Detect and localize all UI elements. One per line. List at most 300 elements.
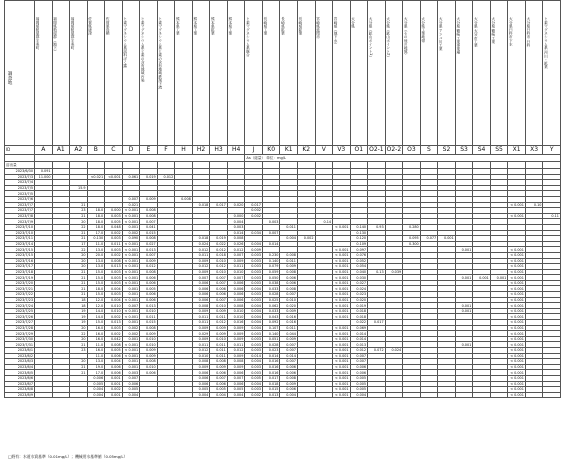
value-cell[interactable]: 0.002 (245, 213, 263, 219)
value-cell[interactable]: 21 (70, 275, 88, 281)
value-cell[interactable]: 0.004 (245, 286, 263, 292)
value-cell[interactable]: 21 (70, 342, 88, 348)
value-cell[interactable]: 15.0 (87, 275, 105, 281)
value-cell[interactable]: < 0.001 (122, 252, 140, 258)
value-cell[interactable]: 0.008 (140, 325, 158, 331)
value-cell[interactable]: 11.0 (87, 241, 105, 247)
value-cell[interactable]: 13.0 (87, 247, 105, 253)
value-cell[interactable]: 0.022 (350, 320, 368, 326)
value-cell[interactable]: 0.020 (280, 303, 298, 309)
value-cell[interactable]: 0.018 (262, 381, 280, 387)
date-cell[interactable]: 2023/7/7 (5, 202, 35, 208)
value-cell[interactable]: 0.001 (490, 275, 508, 281)
value-cell[interactable]: 0.018 (350, 308, 368, 314)
value-cell[interactable]: 20 (70, 325, 88, 331)
value-cell[interactable]: 0.011 (280, 258, 298, 264)
value-cell[interactable]: 0.93 (368, 224, 386, 230)
value-cell[interactable] (490, 392, 508, 398)
value-cell[interactable]: 18.0 (87, 208, 105, 214)
value-cell[interactable]: 0.001 (122, 320, 140, 326)
value-cell[interactable]: 12.0 (87, 297, 105, 303)
date-cell[interactable]: 2023/7/9 (5, 219, 35, 225)
date-cell[interactable]: 2023/7/24 (5, 303, 35, 309)
value-cell[interactable]: < 0.001 (508, 331, 526, 337)
value-cell[interactable]: 20 (70, 264, 88, 270)
value-cell[interactable]: 0.005 (105, 219, 123, 225)
value-cell[interactable]: 0.009 (192, 325, 210, 331)
date-cell[interactable]: 2023/7/28 (5, 325, 35, 331)
value-cell[interactable]: 16.0 (87, 348, 105, 354)
value-cell[interactable]: 0.001 (122, 359, 140, 365)
value-cell[interactable]: 0.009 (192, 269, 210, 275)
value-cell[interactable]: 0.008 (280, 252, 298, 258)
date-cell[interactable]: 2023/8/5 (5, 370, 35, 376)
value-cell[interactable]: < 0.001 (122, 264, 140, 270)
value-cell[interactable]: 0.001 (438, 236, 456, 242)
value-cell[interactable]: < 0.001 (508, 258, 526, 264)
value-cell[interactable]: 0.003 (245, 275, 263, 281)
value-cell[interactable]: 0.003 (227, 224, 245, 230)
value-cell[interactable]: 0.019 (140, 174, 158, 180)
value-cell[interactable]: 0.004 (105, 286, 123, 292)
value-cell[interactable]: 0.018 (192, 236, 210, 242)
value-cell[interactable]: 0.010 (227, 308, 245, 314)
value-cell[interactable]: 0.006 (280, 280, 298, 286)
value-cell[interactable]: 0.006 (280, 370, 298, 376)
value-cell[interactable]: 0.009 (192, 258, 210, 264)
value-cell[interactable]: 0.011 (210, 342, 228, 348)
value-cell[interactable]: 0.009 (140, 258, 158, 264)
value-cell[interactable]: < 0.001 (333, 258, 351, 264)
value-cell[interactable] (385, 392, 403, 398)
value-cell[interactable]: 0.006 (280, 364, 298, 370)
value-cell[interactable]: 0.003 (245, 336, 263, 342)
value-cell[interactable]: 0.041 (140, 224, 158, 230)
value-cell[interactable]: 0.008 (280, 286, 298, 292)
value-cell[interactable]: 0.013 (350, 342, 368, 348)
value-cell[interactable]: 0.012 (210, 264, 228, 270)
value-cell[interactable]: 16.0 (87, 325, 105, 331)
value-cell[interactable]: 0.010 (105, 303, 123, 309)
value-cell[interactable]: 0.002 (245, 392, 263, 398)
value-cell[interactable]: <0.001 (105, 174, 123, 180)
value-cell[interactable]: 0.109 (350, 241, 368, 247)
value-cell[interactable]: 0.007 (280, 359, 298, 365)
value-cell[interactable]: 0.019 (210, 236, 228, 242)
value-cell[interactable]: 21 (70, 370, 88, 376)
value-cell[interactable]: 0.012 (192, 247, 210, 253)
value-cell[interactable] (35, 392, 53, 398)
date-cell[interactable]: 2023/7/11 (5, 236, 35, 242)
value-cell[interactable]: 0.008 (192, 303, 210, 309)
value-cell[interactable]: 11.000 (35, 174, 53, 180)
value-cell[interactable]: 0.007 (140, 219, 158, 225)
value-cell[interactable]: < 0.001 (508, 381, 526, 387)
value-cell[interactable]: 19 (70, 320, 88, 326)
value-cell[interactable]: 0.004 (105, 359, 123, 365)
value-cell[interactable]: 0.004 (245, 381, 263, 387)
value-cell[interactable]: 0.009 (140, 353, 158, 359)
value-cell[interactable]: 0.002 (105, 331, 123, 337)
value-cell[interactable]: 0.004 (227, 392, 245, 398)
value-cell[interactable]: < 0.001 (333, 364, 351, 370)
date-cell[interactable]: 2023/7/22 (5, 292, 35, 298)
value-cell[interactable]: < 0.001 (122, 269, 140, 275)
value-cell[interactable]: 0.008 (280, 375, 298, 381)
value-cell[interactable]: 0.013 (140, 303, 158, 309)
value-cell[interactable]: 15.0 (87, 292, 105, 298)
value-cell[interactable]: < 0.001 (333, 370, 351, 376)
value-cell[interactable]: 0.077 (420, 236, 438, 242)
value-cell[interactable]: 0.010 (140, 308, 158, 314)
value-cell[interactable]: 0.039 (385, 269, 403, 275)
value-cell[interactable]: 0.029 (192, 331, 210, 337)
value-cell[interactable]: 0.011 (192, 252, 210, 258)
date-cell[interactable]: 2023/8/2 (5, 353, 35, 359)
value-cell[interactable]: 0.024 (385, 348, 403, 354)
value-cell[interactable]: 0.004 (122, 392, 140, 398)
value-cell[interactable]: 0.024 (350, 286, 368, 292)
value-cell[interactable]: 0.003 (245, 269, 263, 275)
value-cell[interactable]: 0.009 (210, 331, 228, 337)
value-cell[interactable]: 0.002 (122, 331, 140, 337)
value-cell[interactable]: 20 (70, 359, 88, 365)
value-cell[interactable]: 0.062 (262, 303, 280, 309)
value-cell[interactable]: 0.006 (192, 370, 210, 376)
value-cell[interactable]: 0.017 (245, 202, 263, 208)
value-cell[interactable]: 0.034 (245, 230, 263, 236)
value-cell[interactable]: 15.0 (87, 280, 105, 286)
date-cell[interactable]: 2023/7/10 (5, 224, 35, 230)
value-cell[interactable]: 0.014 (280, 353, 298, 359)
value-cell[interactable]: 0.006 (105, 370, 123, 376)
value-cell[interactable]: 21 (70, 236, 88, 242)
value-cell[interactable]: 0.005 (140, 286, 158, 292)
date-cell[interactable]: 2023/7/15 (5, 252, 35, 258)
value-cell[interactable]: 21 (70, 230, 88, 236)
value-cell[interactable]: < 0.001 (122, 208, 140, 214)
value-cell[interactable] (297, 392, 315, 398)
value-cell[interactable]: < 0.001 (333, 247, 351, 253)
value-cell[interactable]: 0.012 (210, 247, 228, 253)
value-cell[interactable]: 13.0 (87, 359, 105, 365)
value-cell[interactable]: 0.040 (350, 269, 368, 275)
value-cell[interactable]: 0.025 (262, 297, 280, 303)
value-cell[interactable]: 0.010 (140, 342, 158, 348)
value-cell[interactable]: < 0.001 (333, 224, 351, 230)
value-cell[interactable]: 0.004 (245, 320, 263, 326)
value-cell[interactable]: 0.003 (245, 252, 263, 258)
value-cell[interactable]: 0.016 (262, 370, 280, 376)
value-cell[interactable]: 0.042 (105, 336, 123, 342)
value-cell[interactable]: 0.008 (140, 269, 158, 275)
value-cell[interactable]: 19 (70, 308, 88, 314)
value-cell[interactable]: 0.013 (262, 392, 280, 398)
value-cell[interactable]: 0.010 (105, 308, 123, 314)
value-cell[interactable]: 15.0 (87, 320, 105, 326)
value-cell[interactable]: 0.015 (262, 387, 280, 393)
value-cell[interactable]: < 0.001 (508, 387, 526, 393)
value-cell[interactable]: < 0.001 (122, 247, 140, 253)
date-cell[interactable]: 2023/7/17 (5, 264, 35, 270)
value-cell[interactable]: 0.13 (368, 269, 386, 275)
value-cell[interactable]: < 0.001 (122, 280, 140, 286)
value-cell[interactable]: 0.051 (262, 336, 280, 342)
value-cell[interactable] (473, 392, 491, 398)
value-cell[interactable]: 13.0 (87, 258, 105, 264)
value-cell[interactable]: 0.008 (140, 208, 158, 214)
value-cell[interactable]: 0.009 (280, 336, 298, 342)
value-cell[interactable]: 0.003 (105, 269, 123, 275)
value-cell[interactable]: 0.001 (105, 392, 123, 398)
value-cell[interactable]: 0.020 (350, 297, 368, 303)
value-cell[interactable]: 0.012 (157, 174, 175, 180)
value-cell[interactable]: 0.001 (455, 308, 473, 314)
value-cell[interactable]: 0.007 (210, 280, 228, 286)
value-cell[interactable]: 18.0 (87, 219, 105, 225)
value-cell[interactable] (315, 392, 333, 398)
value-cell[interactable]: 0.003 (245, 292, 263, 298)
value-cell[interactable]: 0.107 (262, 325, 280, 331)
value-cell[interactable]: < 0.001 (508, 320, 526, 326)
value-cell[interactable]: 0.007 (140, 252, 158, 258)
value-cell[interactable]: 0.011 (210, 353, 228, 359)
value-cell[interactable] (70, 392, 88, 398)
value-cell[interactable]: 0.006 (87, 375, 105, 381)
value-cell[interactable]: 0.002 (105, 387, 123, 393)
value-cell[interactable]: 0.008 (140, 236, 158, 242)
value-cell[interactable]: 0.009 (140, 348, 158, 354)
value-cell[interactable]: 0.003 (122, 370, 140, 376)
value-cell[interactable]: < 0.001 (122, 275, 140, 281)
value-cell[interactable]: < 0.001 (333, 342, 351, 348)
value-cell[interactable]: 0.010 (210, 258, 228, 264)
value-cell[interactable]: 0.009 (280, 381, 298, 387)
value-cell[interactable]: < 0.001 (508, 280, 526, 286)
value-cell[interactable]: 0.072 (368, 348, 386, 354)
value-cell[interactable]: 0.001 (455, 303, 473, 309)
value-cell[interactable]: 15.9 (70, 185, 88, 191)
value-cell[interactable]: 0.004 (227, 219, 245, 225)
value-cell[interactable]: 0.003 (105, 275, 123, 281)
value-cell[interactable]: 0.008 (105, 258, 123, 264)
value-cell[interactable]: 0.002 (297, 236, 315, 242)
value-cell[interactable]: 0.017 (210, 202, 228, 208)
value-cell[interactable]: < 0.001 (508, 275, 526, 281)
value-cell[interactable]: 0.007 (350, 353, 368, 359)
value-cell[interactable]: 0.011 (192, 314, 210, 320)
value-cell[interactable]: 0.005 (350, 375, 368, 381)
value-cell[interactable]: 0.011 (192, 342, 210, 348)
value-cell[interactable]: < 0.001 (508, 325, 526, 331)
value-cell[interactable]: < 0.001 (508, 213, 526, 219)
date-cell[interactable]: 2023/7/3 (5, 174, 35, 180)
value-cell[interactable]: 0.005 (105, 348, 123, 354)
value-cell[interactable]: 0.013 (140, 247, 158, 253)
value-cell[interactable]: 0.006 (140, 275, 158, 281)
value-cell[interactable]: 0.023 (350, 292, 368, 298)
value-cell[interactable] (420, 392, 438, 398)
value-cell[interactable]: 0.019 (350, 303, 368, 309)
value-cell[interactable]: 18.0 (87, 213, 105, 219)
value-cell[interactable]: 0.004 (87, 387, 105, 393)
value-cell[interactable] (140, 392, 158, 398)
value-cell[interactable]: 17.0 (87, 370, 105, 376)
value-cell[interactable]: < 0.001 (508, 392, 526, 398)
date-cell[interactable]: 2023/7/5 (5, 185, 35, 191)
value-cell[interactable]: 0.091 (35, 169, 53, 175)
value-cell[interactable]: 0.054 (350, 264, 368, 270)
value-cell[interactable]: 0.008 (140, 359, 158, 365)
value-cell[interactable]: < 0.001 (508, 269, 526, 275)
value-cell[interactable]: 0.006 (350, 364, 368, 370)
value-cell[interactable]: < 0.001 (508, 353, 526, 359)
value-cell[interactable]: 0.028 (262, 292, 280, 298)
value-cell[interactable]: 0.012 (227, 348, 245, 354)
date-cell[interactable]: 2023/7/30 (5, 336, 35, 342)
value-cell[interactable]: < 0.001 (122, 353, 140, 359)
value-cell[interactable]: < 0.001 (333, 264, 351, 270)
value-cell[interactable]: 0.007 (280, 348, 298, 354)
value-cell[interactable]: 0.004 (192, 392, 210, 398)
value-cell[interactable]: 0.027 (350, 280, 368, 286)
value-cell[interactable]: 0.140 (262, 258, 280, 264)
date-cell[interactable]: 2023/7/20 (5, 280, 35, 286)
value-cell[interactable]: 0.014 (350, 331, 368, 337)
value-cell[interactable]: 0.006 (105, 364, 123, 370)
value-cell[interactable]: 18.0 (87, 224, 105, 230)
value-cell[interactable]: 0.002 (122, 325, 140, 331)
value-cell[interactable]: < 0.001 (508, 264, 526, 270)
value-cell[interactable]: 0.140 (350, 224, 368, 230)
value-cell[interactable]: 0.130 (87, 236, 105, 242)
value-cell[interactable]: < 0.001 (508, 336, 526, 342)
value-cell[interactable]: 0.013 (105, 320, 123, 326)
value-cell[interactable]: 0.006 (140, 370, 158, 376)
value-cell[interactable]: 16.0 (87, 336, 105, 342)
value-cell[interactable]: < 0.001 (508, 359, 526, 365)
value-cell[interactable]: 0.003 (245, 258, 263, 264)
date-cell[interactable]: 2023/8/8 (5, 387, 35, 393)
value-cell[interactable]: 0.001 (105, 375, 123, 381)
date-cell[interactable]: 2023/7/23 (5, 297, 35, 303)
value-cell[interactable]: 0.018 (350, 314, 368, 320)
value-cell[interactable]: < 0.001 (122, 308, 140, 314)
value-cell[interactable]: 0.006 (227, 292, 245, 298)
value-cell[interactable]: 0.008 (227, 359, 245, 365)
value-cell[interactable]: 0.009 (227, 331, 245, 337)
value-cell[interactable]: 0.001 (455, 247, 473, 253)
value-cell[interactable] (543, 392, 561, 398)
value-cell[interactable]: 0.010 (140, 364, 158, 370)
value-cell[interactable]: 0.14 (315, 219, 333, 225)
date-cell[interactable]: 2023/7/18 (5, 269, 35, 275)
value-cell[interactable]: 0.006 (227, 381, 245, 387)
value-cell[interactable]: 0.004 (210, 392, 228, 398)
value-cell[interactable]: 23 (70, 208, 88, 214)
value-cell[interactable]: 0.002 (105, 252, 123, 258)
value-cell[interactable]: 0.003 (245, 370, 263, 376)
value-cell[interactable]: 0.006 (210, 292, 228, 298)
value-cell[interactable]: < 0.001 (122, 314, 140, 320)
value-cell[interactable]: 0.001 (473, 275, 491, 281)
value-cell[interactable]: 0.000 (105, 208, 123, 214)
value-cell[interactable]: 0.008 (192, 359, 210, 365)
value-cell[interactable]: 0.011 (140, 314, 158, 320)
value-cell[interactable]: 0.003 (105, 247, 123, 253)
value-cell[interactable]: 0.033 (262, 286, 280, 292)
value-cell[interactable]: < 0.001 (122, 297, 140, 303)
value-cell[interactable]: 0.012 (140, 264, 158, 270)
value-cell[interactable]: 0.010 (227, 269, 245, 275)
value-cell[interactable]: 0.004 (280, 392, 298, 398)
value-cell[interactable]: 0.007 (280, 342, 298, 348)
value-cell[interactable]: 0.11 (543, 213, 561, 219)
value-cell[interactable]: 0.005 (227, 387, 245, 393)
value-cell[interactable]: 0.006 (192, 375, 210, 381)
value-cell[interactable]: 0.069 (350, 325, 368, 331)
value-cell[interactable]: 0.038 (262, 280, 280, 286)
value-cell[interactable]: 0.007 (227, 375, 245, 381)
value-cell[interactable]: 20 (70, 258, 88, 264)
value-cell[interactable] (175, 392, 193, 398)
value-cell[interactable]: 21 (70, 202, 88, 208)
value-cell[interactable]: 0.009 (245, 247, 263, 253)
value-cell[interactable]: 0.061 (122, 174, 140, 180)
value-cell[interactable]: 0.020 (227, 202, 245, 208)
date-cell[interactable]: 2023/8/6 (5, 375, 35, 381)
value-cell[interactable]: 17.0 (87, 230, 105, 236)
value-cell[interactable]: 11.0 (87, 353, 105, 359)
value-cell[interactable]: 0.014 (262, 353, 280, 359)
value-cell[interactable]: 21 (70, 213, 88, 219)
date-cell[interactable]: 2023/7/8 (5, 213, 35, 219)
value-cell[interactable]: 0.007 (350, 359, 368, 365)
value-cell[interactable]: 0.012 (210, 320, 228, 326)
value-cell[interactable]: 0.011 (210, 314, 228, 320)
value-cell[interactable]: < 0.001 (333, 286, 351, 292)
value-cell[interactable]: 0.009 (192, 336, 210, 342)
value-cell[interactable]: < 0.001 (333, 275, 351, 281)
value-cell[interactable]: 0.140 (262, 331, 280, 337)
value-cell[interactable]: < 0.001 (508, 314, 526, 320)
date-cell[interactable]: 2023/7/14 (5, 241, 35, 247)
value-cell[interactable]: 0.007 (227, 275, 245, 281)
value-cell[interactable]: 0.003 (245, 297, 263, 303)
value-cell[interactable]: < 0.001 (122, 241, 140, 247)
value-cell[interactable]: 0.010 (140, 336, 158, 342)
value-cell[interactable]: 0.006 (140, 280, 158, 286)
value-cell[interactable]: < 0.001 (508, 202, 526, 208)
value-cell[interactable]: 0.004 (350, 392, 368, 398)
value-cell[interactable]: 0.021 (122, 202, 140, 208)
value-cell[interactable]: 0.097 (350, 247, 368, 253)
value-cell[interactable]: < 0.001 (333, 353, 351, 359)
value-cell[interactable]: < 0.001 (508, 252, 526, 258)
value-cell[interactable]: < 0.001 (508, 292, 526, 298)
value-cell[interactable]: 0.011 (280, 224, 298, 230)
value-cell[interactable]: 0.006 (192, 292, 210, 298)
value-cell[interactable]: 0.005 (87, 381, 105, 387)
value-cell[interactable]: 0.009 (227, 258, 245, 264)
value-cell[interactable]: < 0.001 (508, 247, 526, 253)
value-cell[interactable]: 15.0 (87, 269, 105, 275)
value-cell[interactable]: 22 (70, 247, 88, 253)
value-cell[interactable]: 0.006 (280, 387, 298, 393)
value-cell[interactable]: 0.010 (192, 353, 210, 359)
value-cell[interactable]: 12.0 (87, 303, 105, 309)
value-cell[interactable]: 0.022 (210, 241, 228, 247)
